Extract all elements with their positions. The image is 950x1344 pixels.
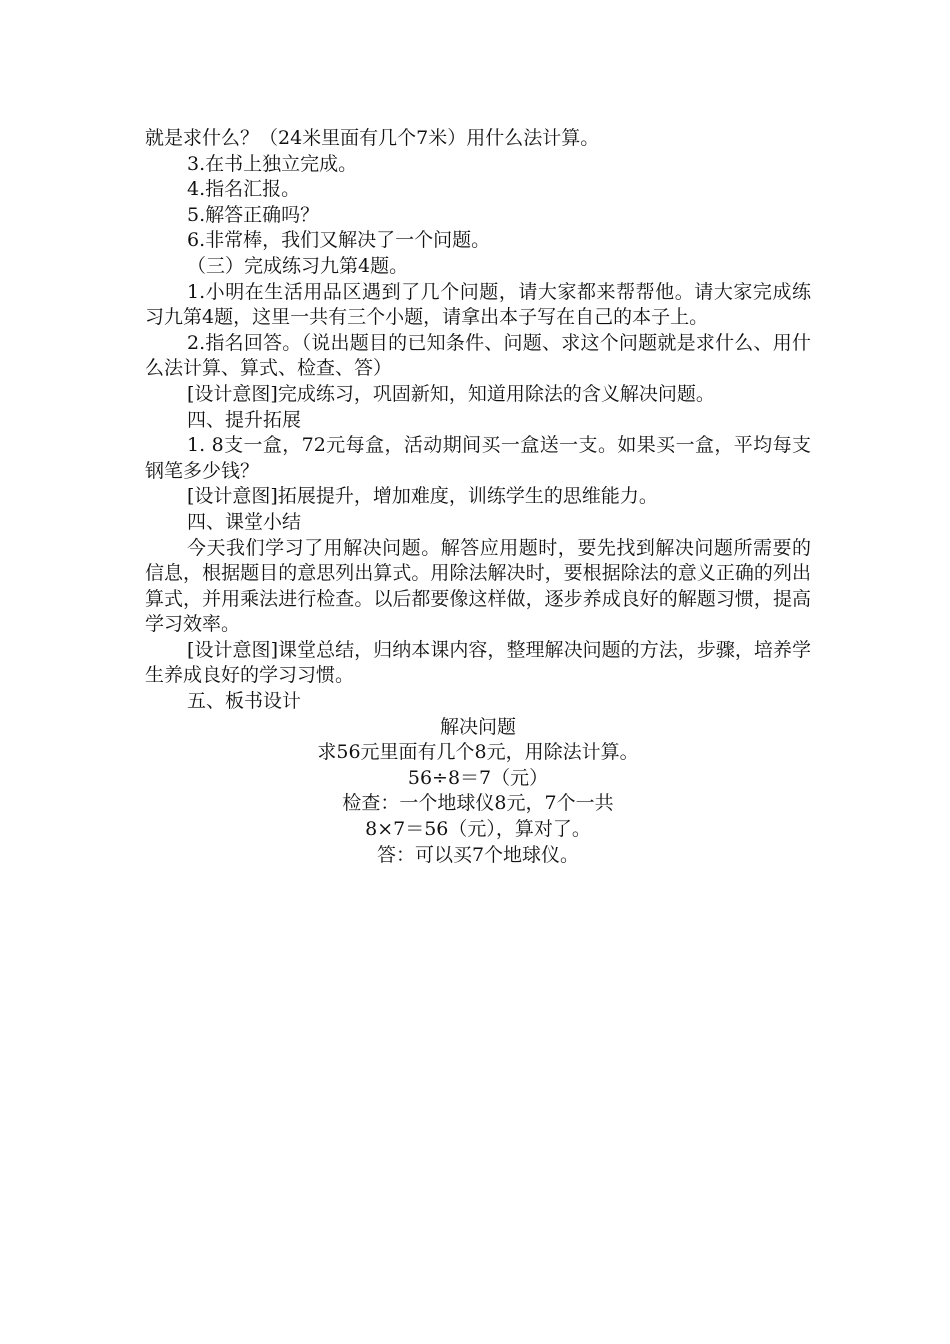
step-5: 5.解答正确吗？ — [187, 203, 320, 226]
board-line: 检查：一个地球仪8元，7个一共 — [342, 792, 614, 815]
section-heading-summary: 四、课堂小结 — [187, 510, 302, 533]
board-line: 8×7＝56（元），算对了。 — [365, 818, 591, 841]
summary-paragraph: 今天我们学习了用解决问题。解答应用题时，要先找到解决问题所需要的信息，根据题目的意思列出算式。用除法解决时，要根据除法的意义正确的列出算式，并用乘法进行检查。以后都要像这样做，逐步养成良好的解题习惯，提高学习效率。 — [145, 536, 811, 636]
board-title: 解决问题 — [439, 715, 516, 738]
section-heading-exercise: （三）完成练习九第4题。 — [187, 254, 409, 277]
step-6: 6.非常棒，我们又解决了一个问题。 — [187, 229, 491, 252]
board-line: 答：可以买7个地球仪。 — [376, 843, 580, 866]
design-intent-1: [设计意图]完成练习，巩固新知，知道用除法的含义解决问题。 — [187, 382, 715, 405]
exercise-step-2: 2.指名回答。（说出题目的已知条件、问题、求这个问题就是求什么、用什么法计算、算式、检查、答） — [145, 331, 811, 380]
design-intent-3: [设计意图]课堂总结，归纳本课内容，整理解决问题的方法，步骤，培养学生养成良好的学习习惯。 — [145, 638, 811, 687]
step-4: 4.指名汇报。 — [187, 178, 301, 201]
extension-question: 1. 8支一盒，72元每盒，活动期间买一盒送一支。如果买一盒，平均每支钢笔多少钱？ — [145, 434, 811, 482]
board-line: 56÷8＝7（元） — [407, 766, 549, 789]
document-body — [145, 126, 811, 868]
paragraph-continuation: 就是求什么？（24米里面有几个7米）用什么法计算。 — [145, 127, 600, 149]
board-line: 求56元里面有几个8元，用除法计算。 — [317, 741, 639, 764]
design-intent-2: [设计意图]拓展提升，增加难度，训练学生的思维能力。 — [187, 485, 658, 508]
section-heading-extension: 四、提升拓展 — [187, 408, 302, 431]
section-heading-board: 五、板书设计 — [187, 690, 302, 713]
exercise-step-1: 1.小明在生活用品区遇到了几个问题，请大家都来帮帮他。请大家完成练习九第4题，这里一共有三个小题，请拿出本子写在自己的本子上。 — [145, 280, 811, 329]
step-3: 3.在书上独立完成。 — [187, 152, 358, 175]
board-design — [145, 715, 811, 869]
